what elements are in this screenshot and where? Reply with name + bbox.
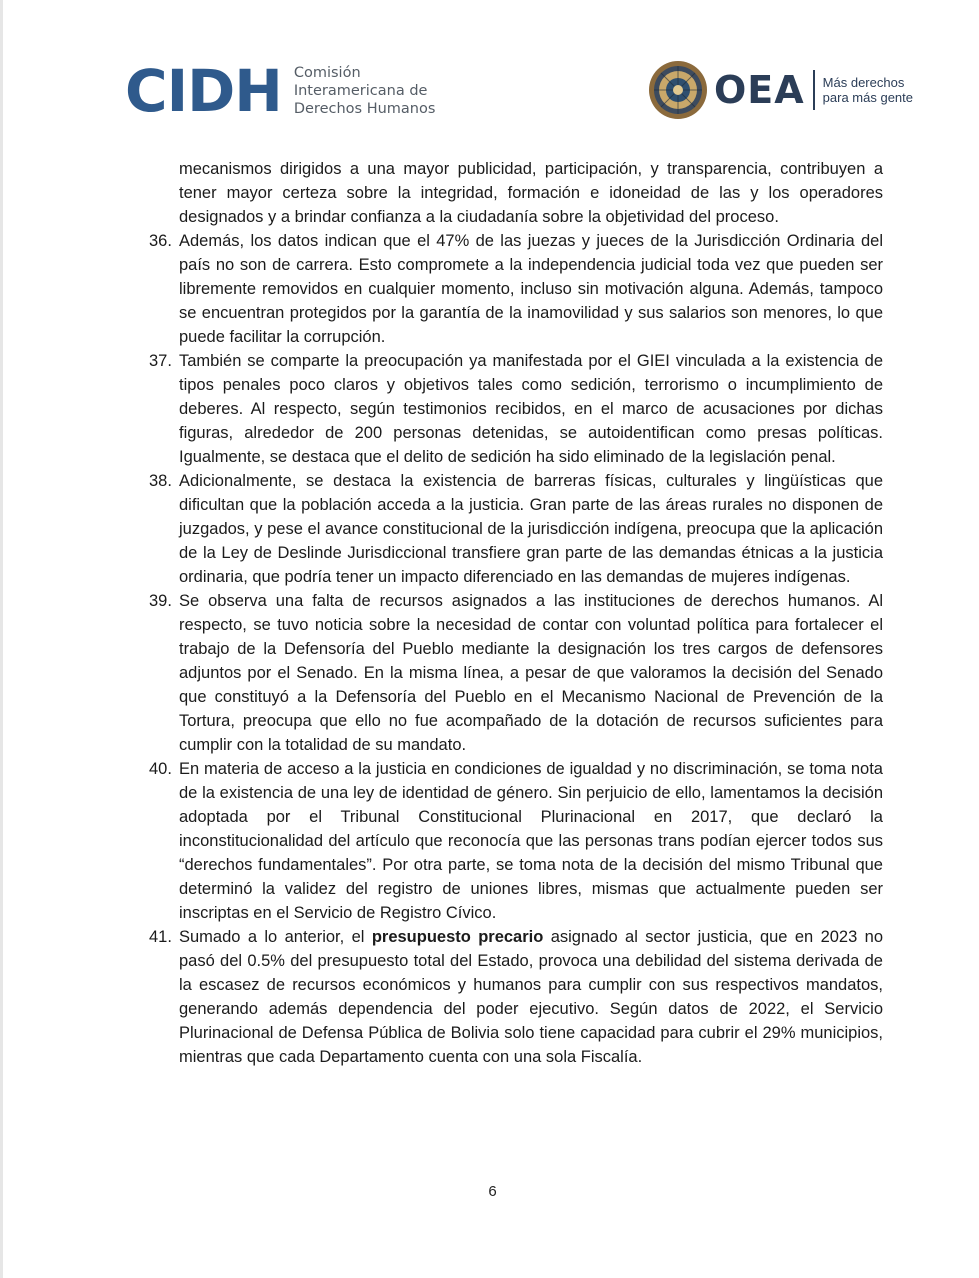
oea-logo xyxy=(648,60,913,120)
oea-tagline-line: para más gente xyxy=(822,90,914,105)
paragraph-text-bold: presupuesto precario xyxy=(371,928,544,946)
paragraph-number: 37. xyxy=(149,352,172,370)
numbered-paragraph xyxy=(149,925,883,1069)
oea-wordmark: OEA xyxy=(714,68,805,112)
oea-tagline-line: Más derechos xyxy=(822,75,905,90)
oea-tagline xyxy=(823,75,913,105)
numbered-paragraph xyxy=(149,757,883,925)
cidh-name-line: Derechos Humanos xyxy=(293,101,436,117)
paragraph-text: Se observa una falta de recursos asignados a las instituciones de derechos humanos. Al respecto, se tuvo noticia sobre la necesidad de contar con voluntad política para fortalecer el trabajo de la Defensoría del Pueblo mediante la designación los tres cargos de defensores adjuntos por el Senado. En la misma línea, a pesar de que valoramos la decisión del Senado que constituyó a la Defensoría del Pueblo en el Mecanismo Nacional de Prevención de la Tortura, preocupa que ello no fue acompañado de la dotación de recursos suficientes para cumplir con la totalidad de su mandato. xyxy=(179,592,883,754)
document-body xyxy=(149,157,883,1069)
page-number: 6 xyxy=(488,1183,497,1200)
numbered-paragraph xyxy=(149,589,883,757)
paragraph-text: En materia de acceso a la justicia en condiciones de igualdad y no discriminación, se toma nota de la existencia de una ley de identidad de género. Sin perjuicio de ello, lamentamos la decisión adoptada por el Tribunal Constitucional Plurinacional en 2017, que declaró la inconstitucionalidad del artículo que reconocía que las personas trans podían ejercer todos sus “derechos fundamentales”. Por otra parte, se toma nota de la decisión del mismo Tribunal que determinó la validez del registro de uniones libres, mismas que actualmente pueden ser inscriptas en el Servicio de Registro Cívico. xyxy=(179,760,883,922)
numbered-paragraph xyxy=(149,229,883,349)
paragraph-text: Adicionalmente, se destaca la existencia de barreras físicas, culturales y lingüísticas que dificultan que la población acceda a la justicia. Gran parte de las áreas rurales no disponen de juzgados, y pese el avance constitucional de la jurisdicción indígena, preocupa que la aplicación de la Ley de Deslinde Jurisdiccional transfiere gran parte de las demandas étnicas a la justicia ordinaria, que podría tener un impacto diferenciado en las demandas de mujeres indígenas. xyxy=(179,472,883,586)
numbered-paragraph xyxy=(149,349,883,469)
paragraph-number: 36. xyxy=(149,232,172,250)
cidh-name-line: Interamericana de xyxy=(293,83,428,99)
paragraph-number: 41. xyxy=(149,928,172,946)
oea-seal-icon xyxy=(648,60,708,120)
cidh-name xyxy=(294,64,436,118)
paragraph-number: 39. xyxy=(149,592,172,610)
numbered-paragraph xyxy=(149,469,883,589)
cidh-name-line: Comisión xyxy=(293,65,361,81)
paragraph-number: 38. xyxy=(149,472,172,490)
paragraph-text-start: Sumado a lo anterior, el xyxy=(179,928,372,946)
paragraph-text: Además, los datos indican que el 47% de las juezas y jueces de la Jurisdicción Ordinaria del país no son de carrera. Esto compromete a la independencia judicial toda vez que pueden ser libremente removidos en cualquier momento, incluso sin motivación alguna. Además, tampoco se encuentran protegidos por la garantía de la inamovilidad y sus salarios son menores, lo que puede facilitar la corrupción. xyxy=(179,232,883,346)
cidh-logo xyxy=(125,57,436,125)
paragraph-text-end: asignado al sector justicia, que en 2023 no pasó del 0.5% del presupuesto total del Estado, provoca una debilidad del sistema derivada de la escasez de recursos económicos y humanos para cumplir con sus respectivos mandatos, generando además dependencia del poder ejecutivo. Según datos de 2022, el Servicio Plurinacional de Defensa Pública de Bolivia solo tiene capacidad para cubrir el 29% municipios, mientras que cada Departamento cuenta con una sola Fiscalía. xyxy=(179,928,884,1066)
paragraph-number: 40. xyxy=(149,760,172,778)
continuation-paragraph: mecanismos dirigidos a una mayor publicidad, participación, y transparencia, contribuyen a tener mayor certeza sobre la integridad, formación e idoneidad de las y los operadores designados y a brindar confianza a la ciudadanía sobre la objetividad del proceso. xyxy=(179,160,883,226)
logo-divider xyxy=(813,70,815,110)
paragraph-text: También se comparte la preocupación ya manifestada por el GIEI vinculada a la existencia de tipos penales poco claros y objetivos tales como sedición, terrorismo o incumplimiento de deberes. Al respecto, según testimonios recibidos, en el marco de acusaciones por dichas figuras, alrededor de 200 personas detenidas, se autoidentifican como presas políticas. Igualmente, se destaca que el delito de sedición ha sido eliminado de la legislación penal. xyxy=(179,352,883,466)
cidh-logo-mark: CIDH xyxy=(125,57,282,125)
